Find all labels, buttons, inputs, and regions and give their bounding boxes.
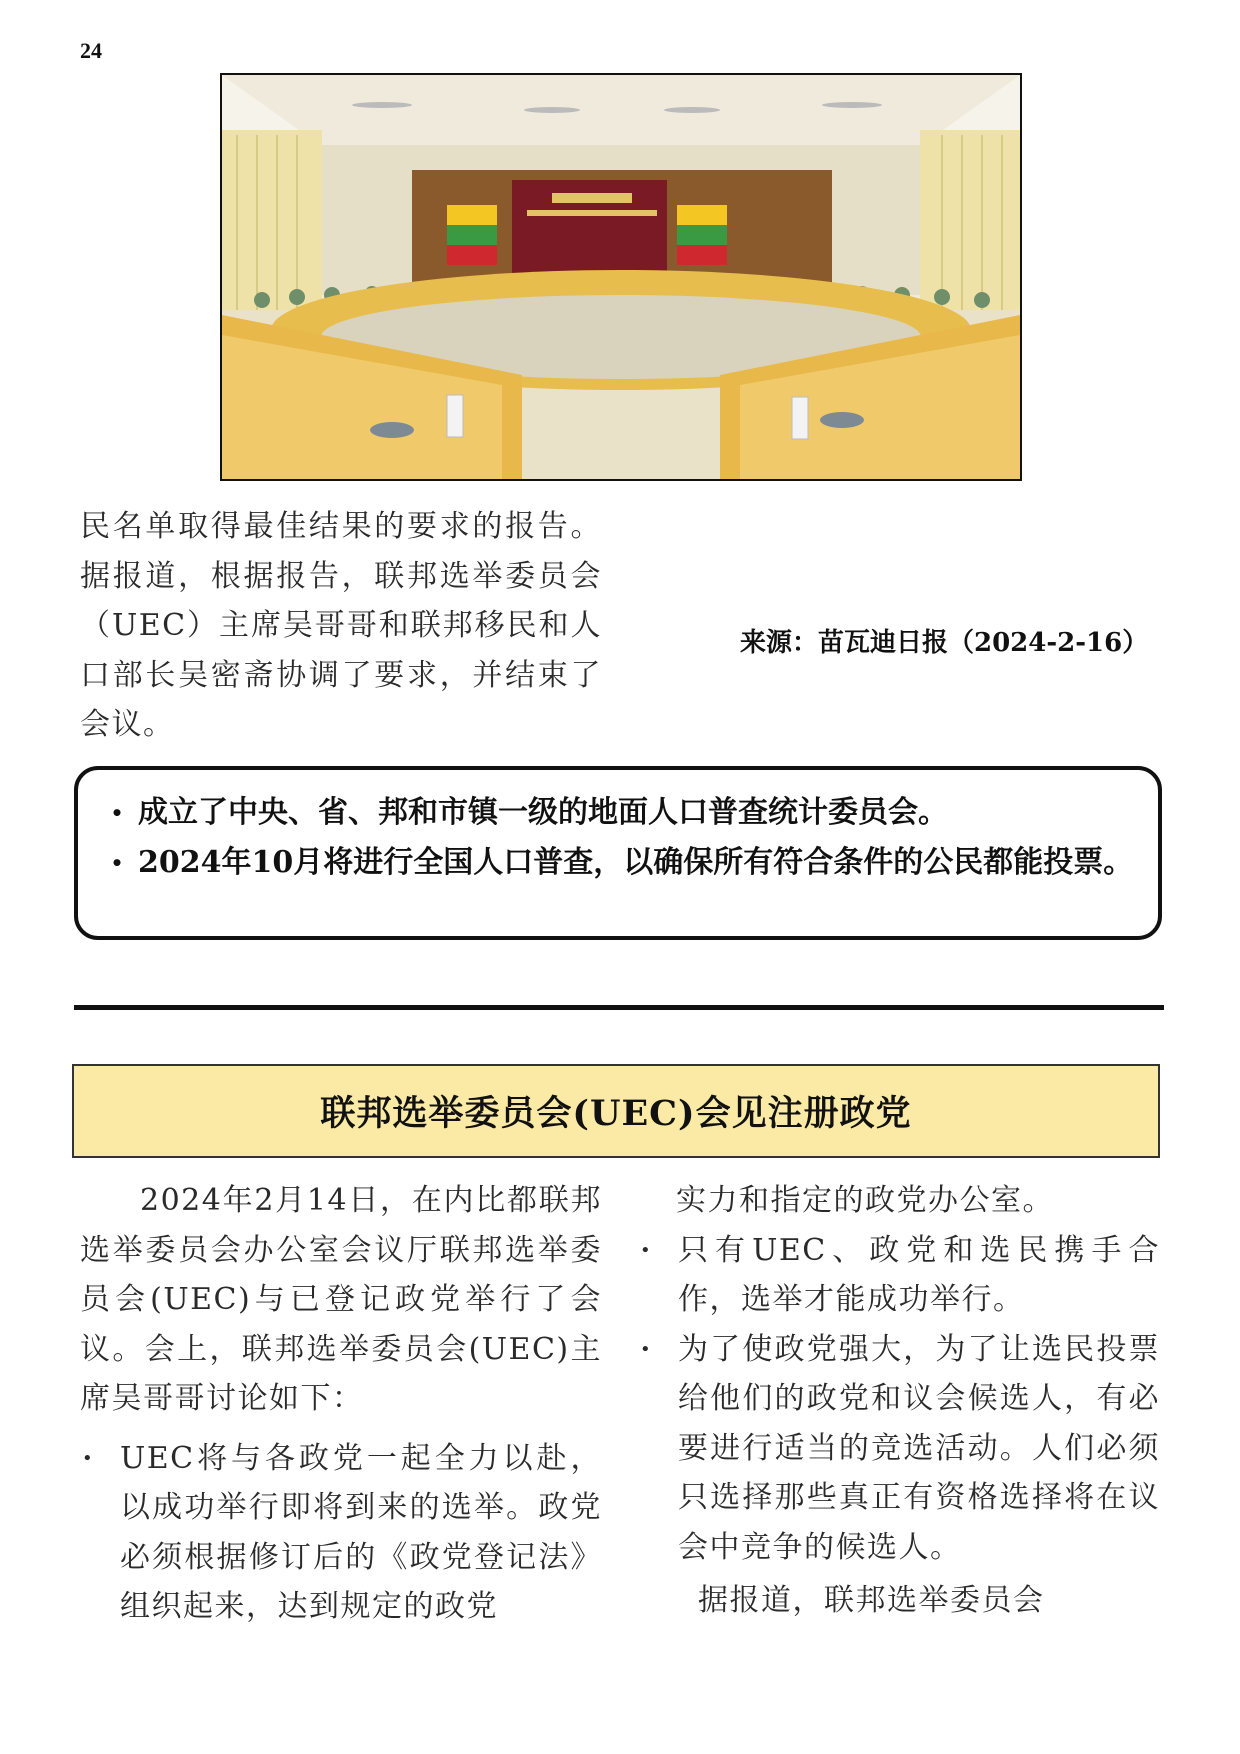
bullet-icon: • — [110, 801, 124, 825]
list-item — [638, 1226, 1160, 1325]
list-item-text: 只有UEC、政党和选民携手合作，选举才能成功举行。 — [678, 1232, 1160, 1317]
meeting-hall-illustration — [222, 75, 1020, 479]
bullet-icon: • — [110, 851, 124, 875]
list-item — [80, 1434, 602, 1632]
article-lead: 2024年2月14日，在内比都联邦选举委员会办公室会议厅联邦选举委员会(UEC)与已登记政党举行了会议。会上，联邦选举委员会(UEC)主席吴哥哥讨论如下： — [80, 1183, 602, 1416]
section-title: 联邦选举委员会(UEC)会见注册政党 — [72, 1064, 1160, 1158]
highlight-text: 成立了中央、省、邦和市镇一级的地面人口普查统计委员会。 — [138, 795, 948, 830]
article-closing: 据报道，联邦选举委员会 — [698, 1583, 1045, 1618]
bullet-continuation: 实力和指定的政党办公室。 — [676, 1183, 1054, 1218]
source-citation: 来源：苗瓦迪日报（2024-2-16） — [740, 628, 1149, 658]
bullet-icon: • — [640, 1239, 653, 1261]
list-item-text: 为了使政党强大，为了让选民投票给他们的政党和议会候选人，有必要进行适当的竞选活动。人们必须只选择那些真正有资格选择将在议会中竞争的候选人。 — [678, 1331, 1160, 1565]
bullet-icon: • — [82, 1447, 95, 1469]
article-right-column — [638, 1176, 1160, 1626]
highlight-item — [96, 788, 1138, 838]
list-item — [638, 1325, 1160, 1573]
page-number: 24 — [80, 38, 102, 63]
bullet-icon: • — [640, 1338, 653, 1360]
meeting-photo — [220, 73, 1022, 481]
intro-paragraph: 民名单取得最佳结果的要求的报告。据报道，根据报告，联邦选举委员会（UEC）主席吴哥哥和联邦移民和人口部长吴密斋协调了要求，并结束了会议。 — [80, 509, 602, 742]
section-divider — [74, 1005, 1164, 1010]
highlight-item — [96, 838, 1138, 888]
article-bullet-list — [638, 1226, 1160, 1573]
article-bullet-list — [80, 1434, 602, 1632]
highlight-text: 2024年10月将进行全国人口普查，以确保所有符合条件的公民都能投票。 — [138, 845, 1134, 880]
list-item-text: UEC将与各政党一起全力以赴，以成功举行即将到来的选举。政党必须根据修订后的《政党登记法》组织起来，达到规定的政党 — [120, 1440, 602, 1624]
highlight-box — [74, 766, 1162, 940]
article-left-column — [80, 1176, 602, 1632]
